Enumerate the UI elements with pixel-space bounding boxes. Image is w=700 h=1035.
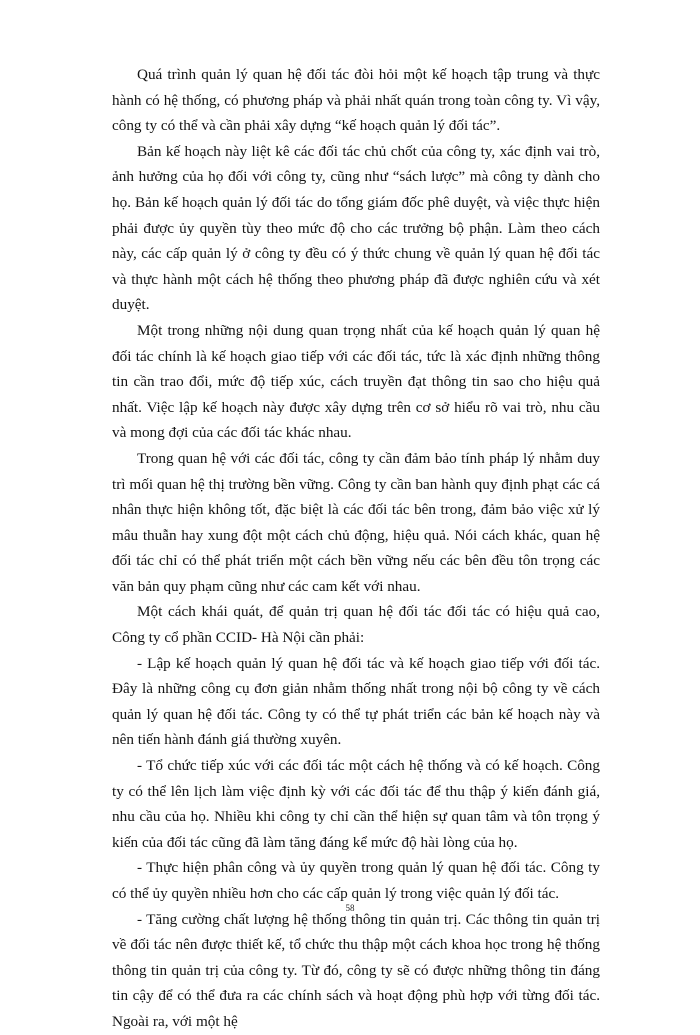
paragraph-5: Một cách khái quát, để quản trị quan hệ đối tác đối tác có hiệu quả cao, Công ty cổ phần CCID- Hà Nội cần phải: [112, 603, 600, 647]
paragraph-4: Trong quan hệ với các đối tác, công ty cần đảm bảo tính pháp lý nhằm duy trì mối quan hệ thị trường bền vững. Công ty cần ban hành quy định phạt các cá nhân thực hiện không tốt, đặc biệt là các đối tác bên trong, đảm bảo việc xử lý mâu thuẫn hay xung đột một cách chủ động, hiệu quả. Nói cách khác, quan hệ đối tác chỉ có thể phát triển một cách bền vững nếu các bên đều tôn trọng các văn bản quy phạm cũng như các cam kết với nhau. [112, 449, 600, 595]
paragraph-2: Bản kế hoạch này liệt kê các đối tác chủ chốt của công ty, xác định vai trò, ảnh hưởng của họ đối với công ty, cũng như “sách lược” mà công ty dành cho họ. Bản kế hoạch quản lý đối tác do tổng giám đốc phê duyệt, và việc thực hiện phải được ủy quyền tùy theo mức độ cho các trưởng bộ phận. Làm theo cách này, các cấp quản lý ở công ty đều có ý thức chung về quản lý quan hệ đối tác và thực hành một cách hệ thống theo phương pháp đã được nghiên cứu và xét duyệt. [112, 142, 600, 314]
body-text [112, 62, 600, 1035]
bullet-item-1: - Lập kế hoạch quản lý quan hệ đối tác và kế hoạch giao tiếp với đối tác. Đây là những công cụ đơn giản nhằm thống nhất trong nội bộ công ty về cách quản lý quan hệ đối tác. Công ty có thể tự phát triển các bản kế hoạch này và nên tiến hành đánh giá thường xuyên. [112, 654, 600, 749]
paragraph-3: Một trong những nội dung quan trọng nhất của kế hoạch quản lý quan hệ đối tác chính là kế hoạch giao tiếp với các đối tác, tức là xác định những thông tin cần trao đổi, mức độ tiếp xúc, cách truyền đạt thông tin sao cho hiệu quả nhất. Việc lập kế hoạch này được xây dựng trên cơ sở hiểu rõ vai trò, nhu cầu và mong đợi của các đối tác khác nhau. [112, 321, 600, 442]
bullet-item-4: - Tăng cường chất lượng hệ thống thông tin quản trị. Các thông tin quản trị về đối tác nên được thiết kế, tổ chức thu thập một cách khoa học trong hệ thống thông tin quản trị của công ty. Từ đó, công ty sẽ có được những thông tin đáng tin cậy để có thể đưa ra các chính sách và hoạt động phù hợp với từng đối tác. Ngoài ra, với một hệ [112, 910, 600, 1030]
page-number: 58 [345, 903, 355, 913]
bullet-item-3: - Thực hiện phân công và ủy quyền trong quản lý quan hệ đối tác. Công ty có thể ủy quyền nhiều hơn cho các cấp quản lý trong việc quản lý đối tác. [112, 859, 600, 902]
paragraph-1: Quá trình quản lý quan hệ đối tác đòi hỏi một kế hoạch tập trung và thực hành có hệ thống, có phương pháp và phải nhất quán trong toàn công ty. Vì vậy, công ty có thể và cần phải xây dựng “kế hoạch quản lý đối tác”. [112, 66, 600, 135]
bullet-item-2: - Tổ chức tiếp xúc với các đối tác một cách hệ thống và có kế hoạch. Công ty có thể lên lịch làm việc định kỳ với các đối tác để thu thập ý kiến đánh giá, nhu cầu của họ. Nhiều khi công ty chỉ cần thể hiện sự quan tâm và tôn trọng ý kiến của đối tác cũng đã làm tăng đáng kể mức độ hài lòng của họ. [112, 757, 600, 851]
